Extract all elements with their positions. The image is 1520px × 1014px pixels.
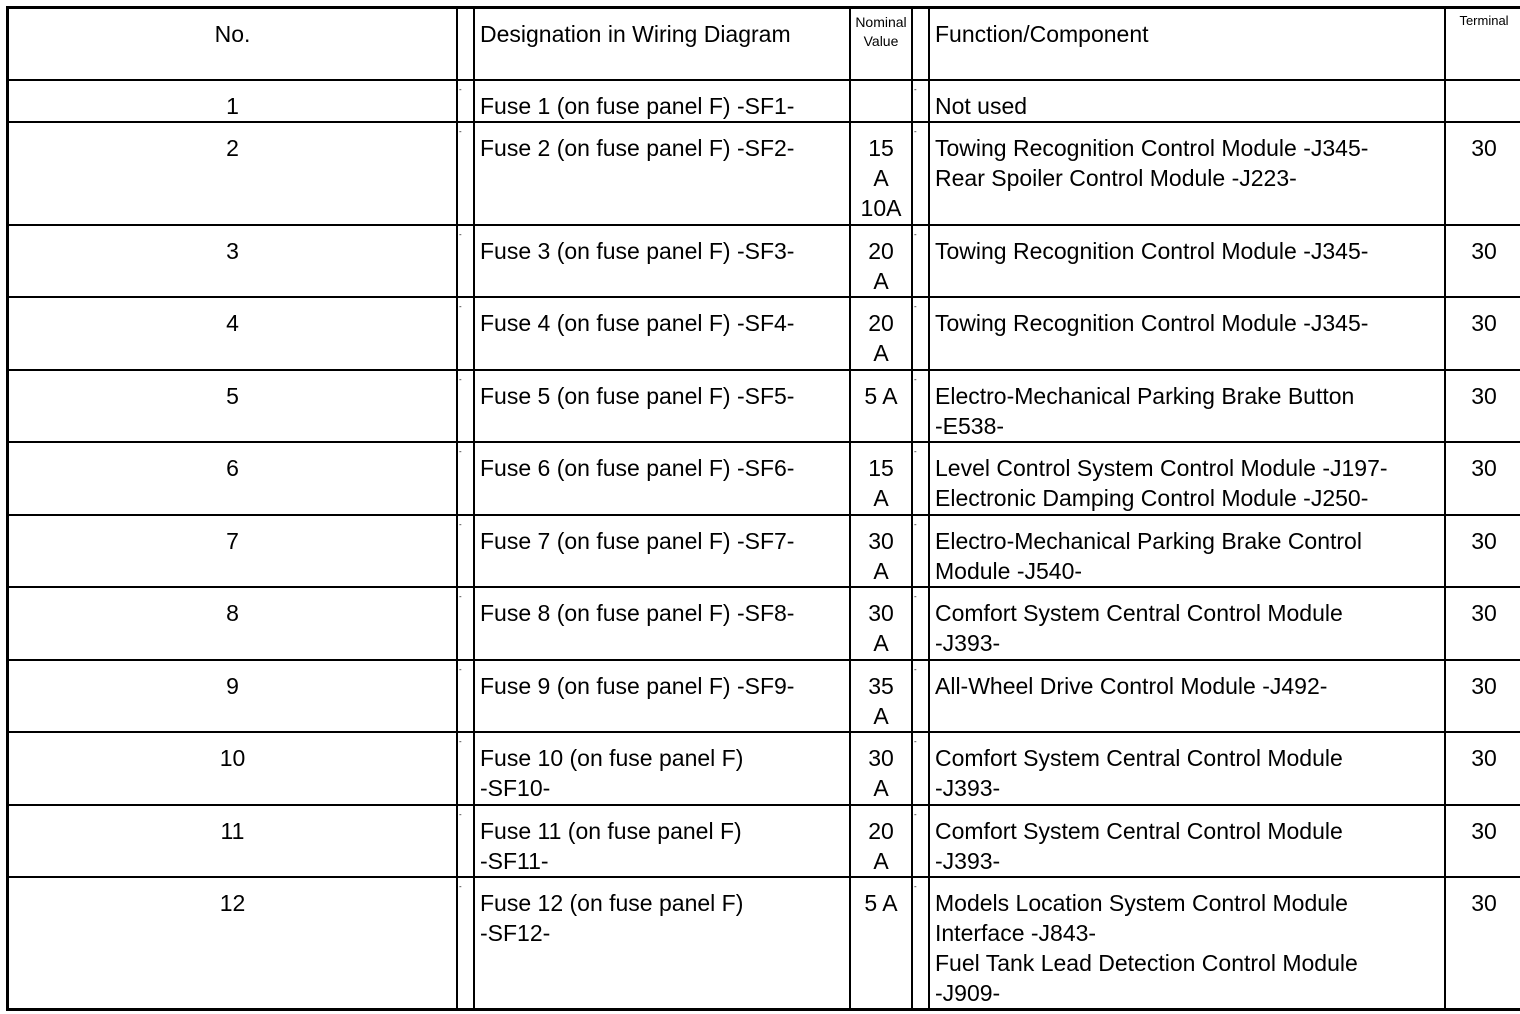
nominal-value-line: 30 — [868, 527, 894, 554]
function-cell — [929, 587, 1445, 660]
dash-marker: - — [912, 732, 929, 805]
designation-cell — [474, 660, 850, 732]
dash-marker: - — [912, 80, 929, 122]
function-cell — [929, 805, 1445, 877]
function-line: -J393- — [935, 774, 1001, 801]
terminal-cell: 30 — [1445, 877, 1520, 1010]
nominal-value-line: 30 — [868, 744, 894, 771]
nominal-value-cell — [850, 877, 912, 1010]
terminal-cell: 30 — [1445, 587, 1520, 660]
dash-marker: - — [457, 877, 474, 1010]
dash-marker: - — [457, 370, 474, 442]
function-line: Fuel Tank Lead Detection Control Module — [935, 949, 1358, 976]
designation-cell — [474, 805, 850, 877]
designation-line: Fuse 6 (on fuse panel F) -SF6- — [480, 454, 795, 481]
designation-line: Fuse 1 (on fuse panel F) -SF1- — [480, 92, 795, 119]
designation-cell — [474, 442, 850, 515]
function-line: Towing Recognition Control Module -J345- — [935, 309, 1369, 336]
header-nominal-value — [850, 8, 912, 80]
designation-line: -SF10- — [480, 774, 551, 801]
nominal-value-cell — [850, 805, 912, 877]
function-line: Towing Recognition Control Module -J345- — [935, 237, 1369, 264]
nominal-value-line: A — [873, 267, 889, 294]
table-row — [8, 515, 1520, 587]
function-line: Module -J540- — [935, 557, 1083, 584]
function-line: Level Control System Control Module -J197- — [935, 454, 1388, 481]
dash-marker: - — [457, 225, 474, 297]
designation-cell — [474, 515, 850, 587]
dash-marker: - — [912, 225, 929, 297]
function-cell — [929, 122, 1445, 225]
fuse-number: 11 — [8, 805, 458, 877]
designation-line: Fuse 5 (on fuse panel F) -SF5- — [480, 382, 795, 409]
designation-line: Fuse 2 (on fuse panel F) -SF2- — [480, 134, 795, 161]
designation-line: Fuse 10 (on fuse panel F) — [480, 744, 744, 771]
dash-marker: - — [457, 515, 474, 587]
designation-line: Fuse 7 (on fuse panel F) -SF7- — [480, 527, 795, 554]
designation-line: Fuse 3 (on fuse panel F) -SF3- — [480, 237, 795, 264]
designation-line: -SF11- — [480, 847, 549, 874]
dash-marker: - — [457, 80, 474, 122]
nominal-value-line: A — [873, 774, 889, 801]
nominal-value-line: A — [873, 164, 889, 191]
header-terminal: Terminal — [1445, 8, 1520, 80]
table-row — [8, 660, 1520, 732]
designation-cell — [474, 225, 850, 297]
terminal-cell: 30 — [1445, 660, 1520, 732]
function-cell — [929, 732, 1445, 805]
fuse-number: 9 — [8, 660, 458, 732]
terminal-cell — [1445, 80, 1520, 122]
terminal-cell: 30 — [1445, 225, 1520, 297]
header-designation: Designation in Wiring Diagram — [474, 8, 850, 80]
designation-line: Fuse 8 (on fuse panel F) -SF8- — [480, 599, 795, 626]
function-cell — [929, 80, 1445, 122]
function-cell — [929, 515, 1445, 587]
designation-line: Fuse 9 (on fuse panel F) -SF9- — [480, 672, 795, 699]
function-cell — [929, 660, 1445, 732]
designation-cell — [474, 122, 850, 225]
dash-marker: - — [912, 122, 929, 225]
nominal-value-cell — [850, 587, 912, 660]
nominal-value-cell — [850, 442, 912, 515]
fuse-number: 2 — [8, 122, 458, 225]
designation-cell — [474, 587, 850, 660]
terminal-cell: 30 — [1445, 370, 1520, 442]
header-function: Function/Component — [929, 8, 1445, 80]
table-row — [8, 225, 1520, 297]
nominal-value-line: A — [873, 484, 889, 511]
nominal-value-line: 20 — [868, 237, 894, 264]
nominal-value-line: 20 — [868, 817, 894, 844]
nominal-value-line: 15 — [868, 454, 894, 481]
designation-line: Fuse 12 (on fuse panel F) — [480, 889, 744, 916]
nominal-value-line: 30 — [868, 599, 894, 626]
nominal-value-cell — [850, 122, 912, 225]
nominal-value-line: 10A — [860, 194, 902, 221]
dash-marker: - — [457, 732, 474, 805]
terminal-cell: 30 — [1445, 122, 1520, 225]
header-no: No. — [8, 8, 458, 80]
nominal-value-line: 5 A — [864, 889, 898, 916]
fuse-number: 5 — [8, 370, 458, 442]
table-row — [8, 122, 1520, 225]
fuse-table — [6, 6, 1520, 1011]
dash-marker: - — [912, 515, 929, 587]
designation-cell — [474, 297, 850, 370]
designation-cell — [474, 370, 850, 442]
header-spacer — [912, 8, 929, 80]
fuse-number: 4 — [8, 297, 458, 370]
function-cell — [929, 297, 1445, 370]
terminal-cell: 30 — [1445, 805, 1520, 877]
function-line: Electro-Mechanical Parking Brake Button — [935, 382, 1355, 409]
table-row — [8, 442, 1520, 515]
table-row — [8, 80, 1520, 122]
nominal-value-line: A — [873, 629, 889, 656]
nominal-value-cell — [850, 225, 912, 297]
designation-cell — [474, 732, 850, 805]
function-line: Towing Recognition Control Module -J345- — [935, 134, 1369, 161]
table-row — [8, 805, 1520, 877]
nominal-value-line: A — [873, 847, 889, 874]
nominal-value-cell — [850, 370, 912, 442]
function-line: -J393- — [935, 629, 1001, 656]
function-line: Rear Spoiler Control Module -J223- — [935, 164, 1297, 191]
nominal-value-line: A — [873, 702, 889, 729]
function-line: Comfort System Central Control Module — [935, 599, 1343, 626]
terminal-cell: 30 — [1445, 297, 1520, 370]
nominal-value-line: 5 A — [864, 382, 898, 409]
function-line: -J909- — [935, 979, 1001, 1006]
dash-marker: - — [457, 297, 474, 370]
header-spacer — [457, 8, 474, 80]
nominal-value-line: 35 — [868, 672, 894, 699]
dash-marker: - — [912, 877, 929, 1010]
terminal-cell: 30 — [1445, 442, 1520, 515]
designation-line: Fuse 11 (on fuse panel F) — [480, 817, 742, 844]
fuse-number: 12 — [8, 877, 458, 1010]
fuse-number: 7 — [8, 515, 458, 587]
terminal-cell: 30 — [1445, 732, 1520, 805]
table-row — [8, 370, 1520, 442]
function-line: Comfort System Central Control Module — [935, 817, 1343, 844]
header-nominal-line2: Value — [863, 33, 899, 49]
dash-marker: - — [457, 122, 474, 225]
function-cell — [929, 877, 1445, 1010]
header-nominal-line1: Nominal — [855, 14, 907, 30]
dash-marker: - — [912, 442, 929, 515]
table-row — [8, 587, 1520, 660]
function-line: Models Location System Control Module — [935, 889, 1348, 916]
dash-marker: - — [912, 805, 929, 877]
header-row — [8, 8, 1520, 80]
table-row — [8, 877, 1520, 1010]
fuse-number: 8 — [8, 587, 458, 660]
nominal-value-cell — [850, 515, 912, 587]
fuse-number: 6 — [8, 442, 458, 515]
function-line: Interface -J843- — [935, 919, 1097, 946]
nominal-value-line: 20 — [868, 309, 894, 336]
function-line: -E538- — [935, 412, 1005, 439]
designation-cell — [474, 877, 850, 1010]
function-cell — [929, 225, 1445, 297]
nominal-value-line: A — [873, 557, 889, 584]
dash-marker: - — [912, 297, 929, 370]
nominal-value-cell — [850, 732, 912, 805]
fuse-number: 1 — [8, 80, 458, 122]
function-line: Comfort System Central Control Module — [935, 744, 1343, 771]
table-row — [8, 297, 1520, 370]
nominal-value-line: A — [873, 339, 889, 366]
function-cell — [929, 442, 1445, 515]
nominal-value-line: 15 — [868, 134, 894, 161]
nominal-value-cell — [850, 80, 912, 122]
dash-marker: - — [457, 442, 474, 515]
dash-marker: - — [457, 805, 474, 877]
designation-cell — [474, 80, 850, 122]
function-line: Electro-Mechanical Parking Brake Control — [935, 527, 1362, 554]
function-line: Electronic Damping Control Module -J250- — [935, 484, 1369, 511]
table-row — [8, 732, 1520, 805]
dash-marker: - — [912, 660, 929, 732]
designation-line: Fuse 4 (on fuse panel F) -SF4- — [480, 309, 795, 336]
function-cell — [929, 370, 1445, 442]
function-line: Not used — [935, 92, 1028, 119]
dash-marker: - — [912, 587, 929, 660]
function-line: -J393- — [935, 847, 1001, 874]
fuse-number: 3 — [8, 225, 458, 297]
designation-line: -SF12- — [480, 919, 551, 946]
nominal-value-cell — [850, 660, 912, 732]
dash-marker: - — [912, 370, 929, 442]
fuse-number: 10 — [8, 732, 458, 805]
dash-marker: - — [457, 660, 474, 732]
dash-marker: - — [457, 587, 474, 660]
nominal-value-cell — [850, 297, 912, 370]
terminal-cell: 30 — [1445, 515, 1520, 587]
function-line: All-Wheel Drive Control Module -J492- — [935, 672, 1328, 699]
